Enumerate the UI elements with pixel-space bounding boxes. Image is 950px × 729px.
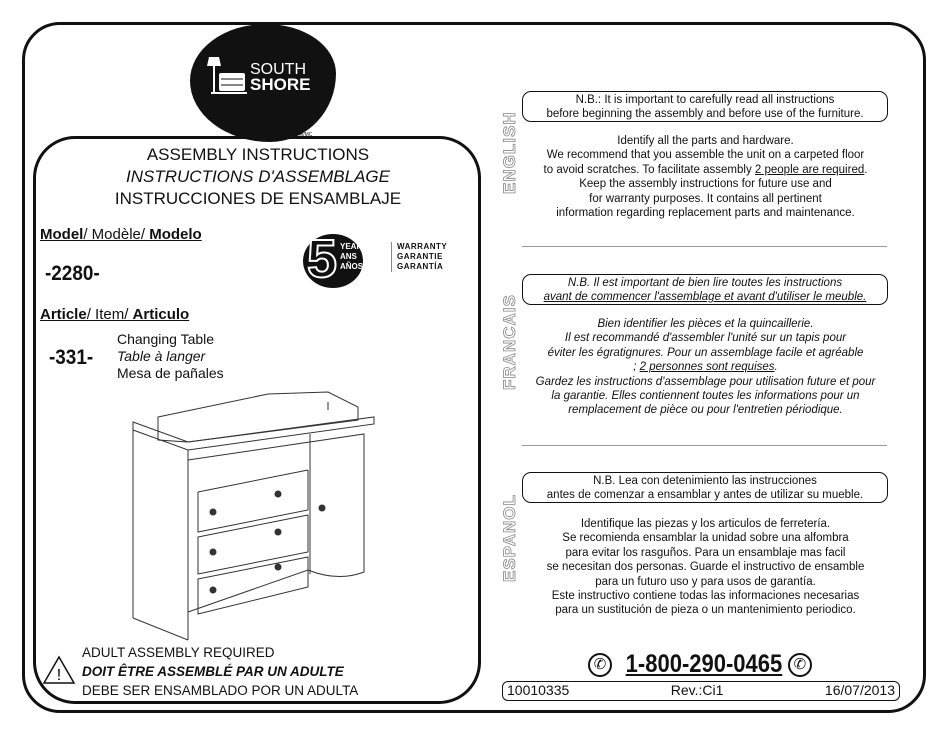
english-label: ENGLISH xyxy=(500,111,519,194)
svg-text:!: ! xyxy=(56,667,62,684)
article-names: Changing Table Table à langer Mesa de pañales xyxy=(117,331,224,381)
title-fr: INSTRUCTIONS D'ASSEMBLAGE xyxy=(126,167,390,186)
logo-line2: SHORE xyxy=(250,75,311,94)
french-label: FRANCAIS xyxy=(500,294,519,390)
article-label: Article/ Item/ Articulo xyxy=(40,306,190,323)
spanish-nb-box: N.B. Lea con detenimiento las instrucciones antes de comenzar a ensamblar y antes de utilizar su mueble. xyxy=(522,472,888,503)
lamp-dresser-icon xyxy=(207,55,249,97)
trademark: TM/MC xyxy=(296,132,313,138)
model-number: -2280- xyxy=(45,262,100,285)
phone-icon: ✆ xyxy=(788,653,812,677)
document-number: 10010335 xyxy=(507,682,570,698)
footer-box xyxy=(502,681,900,701)
divider xyxy=(522,445,887,446)
english-nb-box: N.B.: It is important to carefully read all instructions before beginning the assembly and before use of the furniture. xyxy=(522,91,888,122)
article-number: -331- xyxy=(49,346,94,369)
phone-icon: ✆ xyxy=(588,653,612,677)
divider xyxy=(522,246,887,247)
warning-icon xyxy=(42,655,76,685)
logo-line1: SOUTH xyxy=(250,61,306,78)
spanish-body: Identifique las piezas y los articulos de ferretería. Se recomienda ensamblar la unidad sobre una alfombra para evitar los rasguños. Para un ensamblaje mas facil se necesitan dos personas. Guarde el instructivo de ensamble para un futuro uso y para usos de garantía. Este instructivo contiene todas las informaciones necesarias para un sustitución de pieza o un mantenimiento periodico. xyxy=(546,518,865,617)
date: 16/07/2013 xyxy=(824,682,895,698)
model-label: Model/ Modèle/ Modelo xyxy=(40,226,202,243)
title-es: INSTRUCCIONES DE ENSAMBLAJE xyxy=(114,189,402,208)
phone-line xyxy=(588,650,812,679)
french-nb-box: N.B. Il est important de bien lire toutes les instructions avant de commencer l'assemblage et avant d'utiliser le meuble. xyxy=(522,274,888,305)
revision: Rev.:Ci1 xyxy=(670,682,724,698)
french-body: Bien identifier les pièces et la quincaillerie. Il est recommandé d'assembler l'unité sur un tapis pour éviter les égratignures. Pour un assemblage facile et agréable ; 2 personnes sont requises. Gardez les instructions d'assemblage pour utilisation future et pour la garantie. Elles contiennent toutes les informations pour un remplacement de pièce ou pour l'entretien périodique. xyxy=(535,318,876,417)
spanish-label: ESPANOL xyxy=(500,494,519,582)
title-en: ASSEMBLY INSTRUCTIONS xyxy=(146,145,370,164)
adult-assembly-notice: ADULT ASSEMBLY REQUIRED DOIT ÊTRE ASSEMBLÉ PAR UN ADULTE DEBE SER ENSAMBLADO POR UN ADULTA xyxy=(82,645,359,698)
changing-table-illustration xyxy=(128,382,380,644)
phone-number[interactable]: 1-800-290-0465 xyxy=(625,650,783,678)
warranty-badge: 5 YEARS ANS AÑOS WARRANTY GARANTIE GARANTÍA xyxy=(303,232,455,292)
english-body: Identify all the parts and hardware. We recommend that you assemble the unit on a carpeted floor to avoid scratches. To facilitate assembly 2 people are required. Keep the assembly instructions for future use and for warranty purposes. It contains all pertinent information regarding replacement parts and maintenance. xyxy=(543,135,868,220)
